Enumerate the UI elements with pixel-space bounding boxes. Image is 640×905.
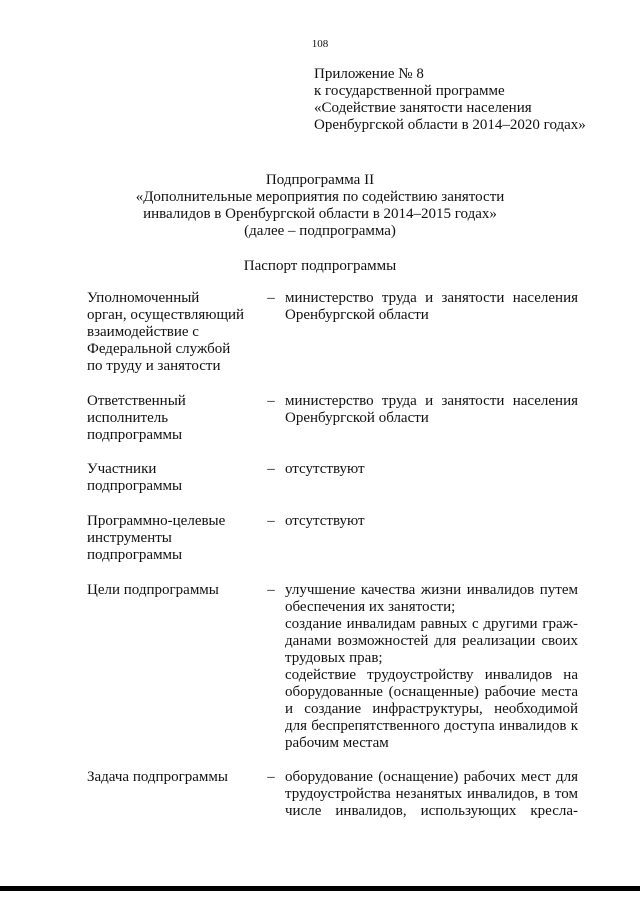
label-line: Участники [87, 461, 157, 477]
subprogram-heading [0, 172, 640, 240]
label-line: Программно-целевые [87, 513, 226, 529]
label-line: по труду и занятости [87, 358, 221, 374]
value-line: создание инвалидам равных с другими граж- [285, 616, 578, 632]
passport-row-value [285, 461, 578, 478]
label-line: Ответственный [87, 393, 186, 409]
dash-marker: – [267, 769, 275, 785]
page-number: 108 [311, 38, 329, 50]
passport-row-value [285, 582, 578, 752]
value-line: для беспрепятственного доступа инвалидов к [285, 718, 578, 734]
label-line: подпрограммы [87, 547, 183, 563]
label-line: Уполномоченный [87, 290, 200, 306]
value-line: числе инвалидов, использующих кресла- [285, 803, 578, 819]
value-line: отсутствуют [285, 461, 365, 477]
appendix-header [314, 66, 634, 134]
label-line: Цели подпрограммы [87, 582, 219, 598]
label-line: подпрограммы [87, 427, 183, 443]
dash-marker: – [267, 582, 275, 598]
value-line: министерство труда и занятости населения [285, 393, 578, 409]
value-line: оборудованные (оснащенные) рабочие места [285, 684, 578, 700]
appendix-line: «Содействие занятости населения [314, 100, 532, 116]
passport-row-value [285, 393, 578, 427]
dash-marker: – [267, 393, 275, 409]
value-line: и создание инфраструктуры, необходимой [285, 701, 578, 717]
value-line: трудоустройства незанятых инвалидов, в том [285, 786, 578, 802]
passport-row-label [87, 393, 257, 444]
dash-marker: – [267, 461, 275, 477]
value-line: трудовых прав; [285, 650, 383, 666]
value-line: содействие трудоустройству инвалидов на [285, 667, 578, 683]
dash-marker: – [267, 290, 275, 306]
label-line: подпрограммы [87, 478, 183, 494]
label-line: взаимодействие с [87, 324, 199, 340]
passport-row-label [87, 769, 257, 786]
value-line: рабочим местам [285, 735, 389, 751]
label-line: исполнитель [87, 410, 169, 426]
passport-row-value [285, 290, 578, 324]
value-line: отсутствуют [285, 513, 365, 529]
value-line: обеспечения их занятости; [285, 599, 456, 615]
value-line: данами возможностей для реализации своих [285, 633, 578, 649]
subprogram-name-line: инвалидов в Оренбургской области в 2014–2015 годах» [143, 206, 497, 222]
label-line: инструменты [87, 530, 172, 546]
passport-row-label [87, 582, 257, 599]
appendix-line: Оренбургской области в 2014–2020 годах» [314, 117, 586, 133]
value-line: оборудование (оснащение) рабочих мест для [285, 769, 578, 785]
appendix-line: Приложение № 8 [314, 66, 424, 82]
appendix-line: к государственной программе [314, 83, 505, 99]
passport-row-value [285, 769, 578, 820]
passport-row-label [87, 513, 257, 564]
label-line: орган, осуществляющий [87, 307, 245, 323]
value-line: Оренбургской области [285, 307, 429, 323]
value-line: министерство труда и занятости населения [285, 290, 578, 306]
passport-row-value [285, 513, 578, 530]
passport-row-label [87, 290, 257, 375]
passport-title: Паспорт подпрограммы [243, 258, 397, 274]
label-line: Задача подпрограммы [87, 769, 228, 785]
scan-edge-bar [0, 886, 640, 891]
value-line: Оренбургской области [285, 410, 429, 426]
dash-marker: – [267, 513, 275, 529]
passport-row-label [87, 461, 257, 495]
subprogram-title: Подпрограмма II [265, 172, 375, 188]
subprogram-note: (далее – подпрограмма) [244, 223, 396, 239]
subprogram-name-line: «Дополнительные мероприятия по содействию занятости [135, 189, 505, 205]
label-line: Федеральной службой [87, 341, 231, 357]
value-line: улучшение качества жизни инвалидов путем [285, 582, 578, 598]
